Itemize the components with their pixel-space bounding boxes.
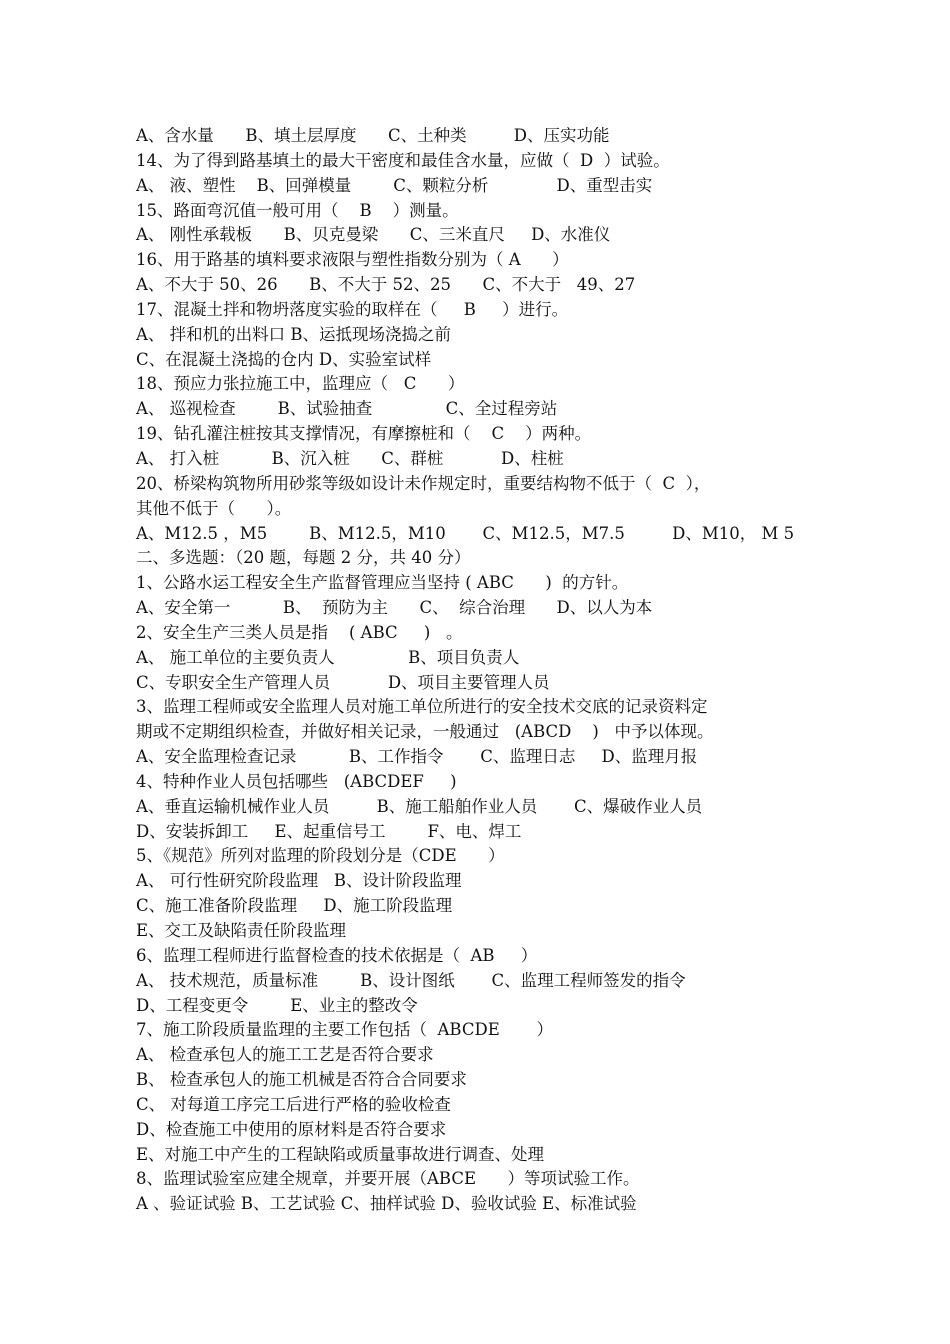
- text-line: C、在混凝土浇捣的仓内 D、实验室试样: [136, 349, 432, 369]
- text-line: 18、预应力张拉施工中，监理应（ C ）: [136, 374, 465, 394]
- text-line: 14、为了得到路基填土的最大干密度和最佳含水量，应做（ D ）试验。: [136, 150, 670, 170]
- text-line: 期或不定期组织检查，并做好相关记录，一般通过 (ABCD ) 中予以体现。: [136, 722, 714, 742]
- text-line: 16、用于路基的填料要求液限与塑性指数分别为（ A ）: [136, 250, 569, 270]
- text-line: A、 施工单位的主要负责人 B、项目负责人: [136, 647, 520, 667]
- text-line: D、检查施工中使用的原材料是否符合要求: [136, 1119, 447, 1139]
- text-line: A、不大于 50、26 B、不大于 52、25 C、不大于 49、27: [136, 275, 636, 295]
- text-line: 3、监理工程师或安全监理人员对施工单位所进行的安全技术交底的记录资料定: [136, 697, 708, 717]
- text-line: A、 刚性承载板 B、贝克曼梁 C、三米直尺 D、水准仪: [136, 225, 611, 245]
- text-line: A、 技术规范，质量标准 B、设计图纸 C、监理工程师签发的指令: [136, 970, 686, 990]
- text-line: D、工程变更令 E、业主的整改令: [136, 995, 418, 1015]
- text-line: B、 检查承包人的施工机械是否符合合同要求: [136, 1070, 467, 1090]
- text-line: A、含水量 B、填土层厚度 C、土种类 D、压实功能: [136, 126, 610, 145]
- text-line: A 、验证试验 B、工艺试验 C、抽样试验 D、验收试验 E、标准试验: [136, 1194, 637, 1214]
- text-line: 20、桥梁构筑物所用砂浆等级如设计未作规定时，重要结构物不低于（ C ），: [136, 473, 711, 493]
- text-line: A、 可行性研究阶段监理 B、设计阶段监理: [136, 871, 462, 891]
- text-line: 17、混凝土拌和物坍落度实验的取样在（ B ）进行。: [136, 299, 569, 319]
- document-page: [136, 124, 826, 1217]
- text-line: E、交工及缺陷责任阶段监理: [136, 921, 347, 940]
- text-line: C、专职安全生产管理人员 D、项目主要管理人员: [136, 672, 550, 692]
- text-line: 7、施工阶段质量监理的主要工作包括（ ABCDE ）: [136, 1020, 553, 1040]
- text-line: 5、《规范》所列对监理的阶段划分是（CDE ）: [136, 846, 505, 866]
- text-line: 6、监理工程师进行监督检查的技术依据是（ AB ）: [136, 945, 538, 965]
- text-line: A、M12.5 ，M5 B、M12.5，M10 C、M12.5，M7.5 D、M10， M 5: [136, 523, 795, 543]
- text-line: 19、钻孔灌注桩按其支撑情况，有摩擦桩和（ C ）两种。: [136, 424, 592, 444]
- text-line: 其他不低于（ ）。: [136, 498, 292, 518]
- text-line: D、安装拆卸工 E、起重信号工 F、电、焊工: [136, 821, 522, 841]
- text-line: A、 检查承包人的施工工艺是否符合要求: [136, 1045, 434, 1065]
- text-line: A、 拌和机的出料口 B、运抵现场浇捣之前: [136, 324, 452, 344]
- text-line: A、 巡视检查 B、试验抽查 C、全过程旁站: [136, 399, 558, 419]
- text-line: 15、路面弯沉值一般可用（ B ）测量。: [136, 200, 459, 220]
- text-line: A、垂直运输机械作业人员 B、施工船舶作业人员 C、爆破作业人员: [136, 796, 703, 816]
- text-line: A、 液、塑性 B、回弹模量 C、颗粒分析 D、重型击实: [136, 175, 653, 195]
- text-line: 2、安全生产三类人员是指 ( ABC ) 。: [136, 622, 463, 642]
- text-line: A、 打入桩 B、沉入桩 C、群桩 D、柱桩: [136, 448, 564, 468]
- text-line: C、 对每道工序完工后进行严格的验收检查: [136, 1094, 451, 1114]
- text-line: E、对施工中产生的工程缺陷或质量事故进行调查、处理: [136, 1144, 545, 1164]
- text-line: A、安全监理检查记录 B、工作指令 C、监理日志 D、监理月报: [136, 747, 698, 767]
- text-line: 8、监理试验室应建全规章，并要开展（ABCE ）等项试验工作。: [136, 1169, 640, 1189]
- text-line: 4、特种作业人员包括哪些 (ABCDEF ): [136, 771, 457, 791]
- text-line: 二、多选题：（20 题，每题 2 分，共 40 分）: [136, 548, 471, 568]
- text-line: C、施工准备阶段监理 D、施工阶段监理: [136, 896, 453, 916]
- text-line: 1、公路水运工程安全生产监督管理应当坚持 ( ABC ) 的方针。: [136, 573, 629, 593]
- text-line: A、安全第一 B、 预防为主 C、 综合治理 D、以人为本: [136, 598, 653, 618]
